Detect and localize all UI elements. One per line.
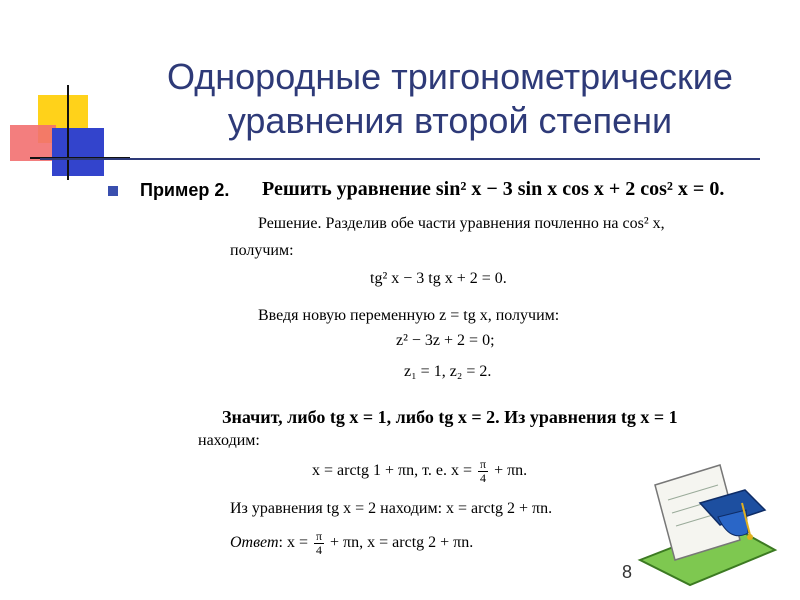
equation-4-right: + πn.	[494, 462, 528, 480]
fraction-numerator: π	[480, 457, 487, 471]
title-line-2: уравнения второй степени	[227, 100, 673, 141]
graduation-cap-icon	[630, 455, 780, 590]
pi-over-four-fraction	[478, 458, 488, 485]
page-number: 8	[622, 562, 633, 582]
fraction-denominator: 4	[480, 471, 487, 485]
equation-3: z₁ = 1, z₂ = 2.	[404, 363, 492, 380]
solution-line-1: Решение. Разделив обе части уравнения почленно на cos² x,	[258, 215, 665, 232]
equation-1: tg² x − 3 tg x + 2 = 0.	[370, 270, 507, 287]
example-label: Пример 2.	[140, 180, 230, 200]
answer-part-1: : x =	[278, 534, 308, 552]
answer-label: Ответ	[230, 534, 279, 552]
answer-part-2: + πn, x = arctg 2 + πn.	[330, 534, 474, 552]
solution-line-2: получим:	[230, 242, 294, 259]
equation-4	[312, 458, 527, 485]
second-equation-line: Из уравнения tg x = 2 находим: x = arctg 2 + πn.	[230, 500, 553, 517]
equation-4-left: x = arctg 1 + πn, т. е. x =	[312, 462, 473, 480]
conclusion-line-1: Значит, либо tg x = 1, либо tg x = 2. Из уравнения tg x = 1	[222, 407, 678, 427]
equation-2: z² − 3z + 2 = 0;	[396, 332, 495, 349]
substitution-line: Введя новую переменную z = tg x, получим:	[258, 307, 560, 324]
task-statement: Решить уравнение sin² x − 3 sin x cos x + 2 cos² x = 0.	[262, 178, 725, 200]
title-line-1: Однородные тригонометрические	[167, 56, 733, 97]
answer-fraction-denominator: 4	[316, 543, 322, 557]
answer-fraction	[314, 530, 324, 557]
conclusion-line-2: находим:	[198, 432, 260, 449]
answer-fraction-numerator: π	[315, 529, 323, 543]
answer-line	[230, 530, 473, 557]
